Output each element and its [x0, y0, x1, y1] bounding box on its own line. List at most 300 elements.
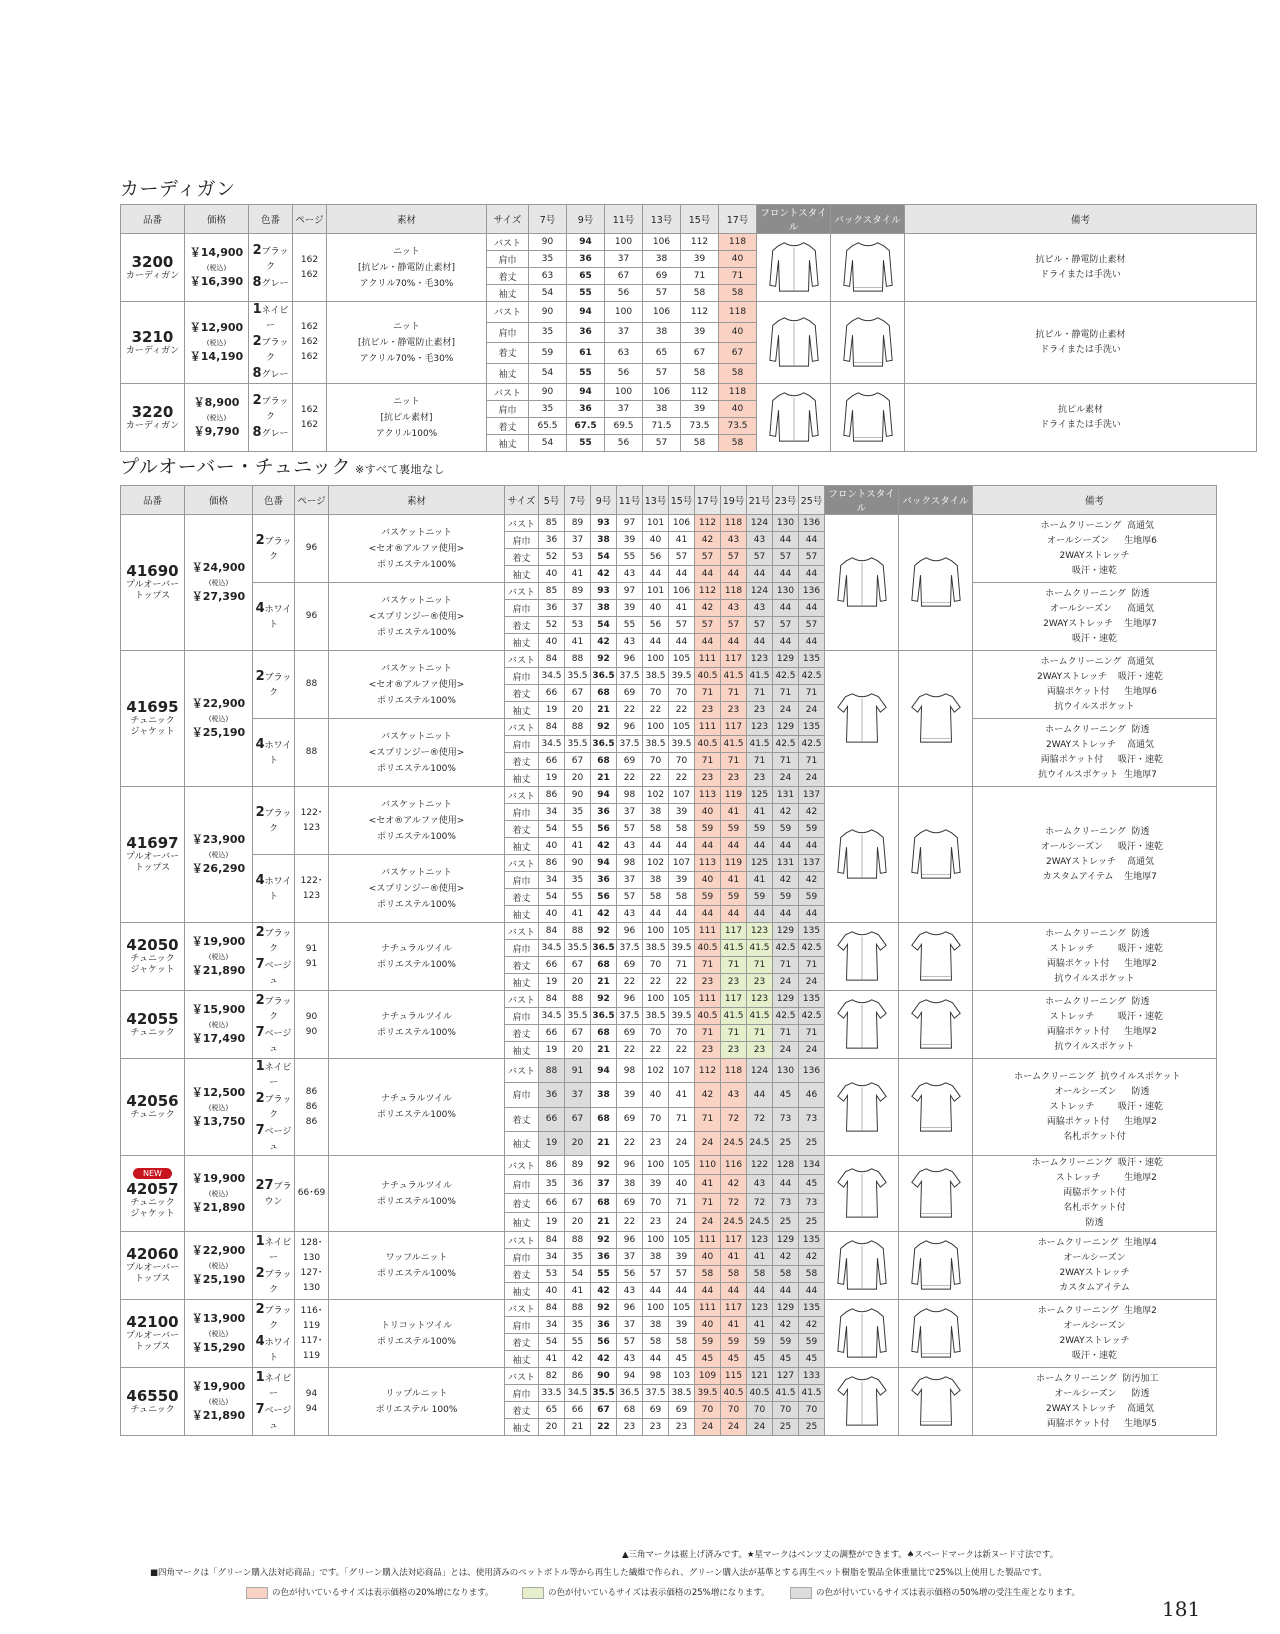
remark-item: 吸汗・速乾 [1071, 633, 1117, 644]
size-value: 72 [721, 1194, 747, 1213]
size-value: 22 [591, 1419, 617, 1436]
remark-line [973, 519, 1216, 534]
remark-line [973, 1304, 1216, 1319]
size-value: 41.5 [721, 668, 747, 685]
tax-label: (税込) [208, 1190, 229, 1198]
color-name: ブラック [264, 996, 292, 1022]
size-value: 109 [695, 1368, 721, 1385]
remark-line [973, 1251, 1216, 1266]
size-value: 135 [799, 991, 825, 1008]
material [327, 384, 487, 452]
size-value: 39 [669, 872, 695, 889]
color-number: 8 [252, 275, 262, 290]
size-value: 58 [643, 889, 669, 906]
size-value: 21 [591, 1042, 617, 1059]
remark-item: 防透 [1131, 1086, 1150, 1097]
size-value: 59 [721, 889, 747, 906]
material [329, 1156, 505, 1232]
material [329, 583, 505, 651]
color-item [249, 334, 292, 366]
size-value: 119 [721, 855, 747, 872]
size-value: 23 [747, 702, 773, 719]
size-value: 41 [747, 872, 773, 889]
catalog-page: 162 [300, 419, 319, 430]
back-style-illustration [831, 384, 905, 452]
size-value: 88 [565, 923, 591, 940]
remark-item: 生地厚2 [1124, 1026, 1157, 1037]
size-value: 44 [799, 838, 825, 855]
size-value: 39.5 [669, 736, 695, 753]
size-value: 59 [721, 821, 747, 838]
size-label: 着丈 [505, 957, 539, 974]
tax-price: ￥25,190 [191, 726, 246, 739]
size-value: 58 [719, 285, 757, 302]
front-garment-icon [833, 1286, 891, 1296]
size-value: 35.5 [565, 940, 591, 957]
size-value: 37 [617, 804, 643, 821]
color-name: ブラック [264, 1305, 292, 1331]
size-value: 36 [591, 872, 617, 889]
size-value: 134 [799, 1156, 825, 1175]
size-value: 44 [721, 906, 747, 923]
size-value: 71 [669, 1194, 695, 1213]
size-value: 73.5 [681, 418, 719, 435]
price-with-tax [185, 260, 248, 289]
catalog-page: 162 [300, 269, 319, 280]
size-value: 130 [773, 1059, 799, 1083]
table-header-row [121, 486, 1217, 515]
size-value: 118 [721, 515, 747, 532]
size-label: 袖丈 [487, 363, 529, 384]
size-value: 39 [681, 322, 719, 343]
size-value: 40 [539, 1283, 565, 1300]
size-value: 41.5 [721, 940, 747, 957]
size-value: 56 [643, 549, 669, 566]
material [327, 234, 487, 302]
price-with-tax [185, 410, 248, 439]
size-value: 45 [799, 1351, 825, 1368]
catalog-page: 162 [300, 352, 319, 362]
material-line: アクリル70%・毛30% [359, 278, 454, 289]
size-value: 105 [669, 1232, 695, 1249]
size-value: 111 [695, 991, 721, 1008]
price-cell [185, 1368, 253, 1436]
catalog-page-list [293, 234, 327, 302]
remarks [973, 1059, 1217, 1156]
size-value: 44 [773, 532, 799, 549]
material-line: ポリエステル 100% [375, 1404, 458, 1415]
color-list [253, 787, 295, 855]
catalog-page-list [295, 719, 329, 787]
front-garment-icon [765, 363, 823, 373]
catalog-page-list [293, 384, 327, 452]
size-value: 41 [747, 1249, 773, 1266]
size-value: 37 [617, 1249, 643, 1266]
size-value: 105 [669, 651, 695, 668]
legend-gray: の色が付いているサイズは表示価格の50%増の受注生産となります。 [790, 1586, 1080, 1599]
size-value: 22 [669, 770, 695, 787]
color-number: 1 [255, 1233, 265, 1249]
size-value: 41 [669, 600, 695, 617]
color-number: 4 [255, 872, 265, 888]
size-value: 119 [721, 787, 747, 804]
remarks [973, 651, 1217, 719]
size-value: 112 [681, 302, 719, 323]
size-value: 42 [721, 1175, 747, 1194]
size-value: 44 [669, 906, 695, 923]
size-value: 71 [799, 957, 825, 974]
size-value: 25 [773, 1419, 799, 1436]
column-header: 色番 [253, 486, 295, 515]
remark-item: 生地厚2 [1124, 1305, 1157, 1316]
size-value: 67 [565, 753, 591, 770]
size-value: 117 [721, 719, 747, 736]
size-value: 24 [799, 702, 825, 719]
product-code-cell [121, 302, 185, 384]
size-value: 124 [747, 515, 773, 532]
remark-item: ストレッチ [1055, 1173, 1101, 1183]
size-value: 44 [773, 838, 799, 855]
remark-item: 両脇ポケット付 [1046, 686, 1110, 697]
size-value: 91 [565, 1059, 591, 1083]
material-line: ポリエステル100% [377, 1336, 456, 1347]
remark-item: ホームクリーニング [1037, 1237, 1119, 1248]
color-item [253, 873, 294, 905]
size-value: 68 [591, 685, 617, 702]
size-value: 45 [747, 1351, 773, 1368]
size-value: 44 [799, 532, 825, 549]
size-label: 袖丈 [505, 906, 539, 923]
size-value: 69 [643, 1402, 669, 1419]
front-style-illustration [825, 991, 899, 1059]
size-value: 44 [695, 634, 721, 651]
remark-item: ホームクリーニング [1045, 996, 1126, 1007]
remark-line [973, 825, 1216, 840]
size-value: 33.5 [539, 1385, 565, 1402]
size-value: 45 [799, 1175, 825, 1194]
catalog-page-list [295, 1059, 329, 1156]
material-line: <セオ®アルファ使用> [368, 543, 465, 554]
size-value: 45 [669, 1351, 695, 1368]
remark-line [973, 685, 1216, 700]
size-row [121, 651, 1217, 668]
remark-line [973, 1115, 1216, 1130]
size-value: 98 [617, 787, 643, 804]
remarks [905, 234, 1257, 302]
catalog-page: 162 [300, 337, 319, 347]
size-value: 34 [539, 1249, 565, 1266]
size-value: 85 [539, 515, 565, 532]
size-label: バスト [505, 855, 539, 872]
size-value: 59 [773, 821, 799, 838]
size-value: 71 [747, 957, 773, 974]
catalog-page: 128･130 [300, 1237, 323, 1263]
size-value: 40 [539, 634, 565, 651]
size-value: 42 [695, 532, 721, 549]
remark-line [973, 972, 1216, 987]
size-value: 59 [799, 889, 825, 906]
size-label: バスト [505, 923, 539, 940]
price: ￥23,900 [191, 833, 246, 846]
color-number: 7 [255, 956, 265, 972]
size-value: 121 [747, 1368, 773, 1385]
size-value: 41.5 [721, 736, 747, 753]
size-value: 23 [695, 1042, 721, 1059]
price-cell [185, 515, 253, 651]
size-value: 39 [681, 251, 719, 268]
front-garment-icon [833, 875, 891, 885]
size-value: 85 [539, 583, 565, 600]
size-value: 42 [695, 1083, 721, 1107]
size-value: 82 [539, 1368, 565, 1385]
size-value: 38 [591, 532, 617, 549]
catalog-page: 162 [300, 404, 319, 415]
color-item [253, 533, 294, 565]
remark-item: オールシーズン [1047, 535, 1110, 546]
front-garment-icon [833, 1214, 891, 1224]
size-value: 36.5 [591, 940, 617, 957]
remark-item: 防透 [1131, 826, 1150, 837]
size-value: 136 [799, 583, 825, 600]
material-line: ポリエステル100% [377, 1027, 456, 1038]
size-label: 袖丈 [505, 1351, 539, 1368]
size-value: 71 [721, 685, 747, 702]
size-value: 40.5 [695, 668, 721, 685]
size-value: 25 [799, 1131, 825, 1155]
size-value: 57 [643, 285, 681, 302]
remark-item: 両脇ポケット付 [1063, 1188, 1126, 1198]
product-code: 46550 [126, 1386, 179, 1405]
size-value: 46 [799, 1083, 825, 1107]
product-code: 42100 [126, 1313, 179, 1331]
product-code: 3210 [131, 327, 174, 346]
size-value: 65.5 [529, 418, 567, 435]
color-name: グレー [261, 370, 289, 380]
color-item [249, 275, 292, 292]
remark-line [973, 855, 1216, 870]
size-value: 70 [643, 1194, 669, 1213]
size-value: 59 [773, 889, 799, 906]
remark-item: ホームクリーニング [1045, 826, 1126, 837]
price-with-tax [185, 575, 252, 604]
size-value: 57 [799, 549, 825, 566]
product-code: 41697 [126, 834, 179, 852]
color-number: 2 [252, 393, 262, 408]
color-list [253, 651, 295, 719]
column-header: 19号 [721, 486, 747, 515]
back-style-illustration [899, 787, 973, 923]
size-value: 69 [617, 1194, 643, 1213]
color-list [253, 719, 295, 787]
remark-line [973, 587, 1216, 602]
size-label: 肩巾 [505, 1317, 539, 1334]
size-value: 37.5 [617, 1008, 643, 1025]
size-value: 66 [539, 957, 565, 974]
size-value: 67 [565, 1194, 591, 1213]
size-value: 22 [669, 1042, 695, 1059]
size-label: バスト [505, 787, 539, 804]
size-value: 36 [567, 401, 605, 418]
size-value: 20 [565, 1042, 591, 1059]
size-value: 106 [669, 515, 695, 532]
size-value: 42 [799, 804, 825, 821]
remark-item: 生地厚2 [1124, 1173, 1157, 1183]
size-value: 96 [617, 1232, 643, 1249]
material-line: <スプリンジー®使用> [368, 747, 465, 758]
size-value: 44 [643, 566, 669, 583]
front-style-illustration [757, 384, 831, 452]
material [329, 515, 505, 583]
remark-item: 2WAYストレッチ [1045, 856, 1116, 867]
size-value: 40 [719, 322, 757, 343]
size-value: 44 [747, 838, 773, 855]
material-line: ポリエステル100% [377, 1110, 456, 1120]
size-value: 70 [721, 1402, 747, 1419]
size-label: 袖丈 [505, 566, 539, 583]
size-row [121, 1300, 1217, 1317]
size-value: 42.5 [773, 668, 799, 685]
size-value: 92 [591, 991, 617, 1008]
size-value: 59 [695, 821, 721, 838]
size-value: 71 [695, 753, 721, 770]
size-value: 36 [567, 251, 605, 268]
remark-item: ホームクリーニング [1037, 1305, 1119, 1316]
size-value: 44 [773, 634, 799, 651]
remark-item: 吸汗・速乾 [1071, 565, 1117, 576]
front-style-illustration [825, 1232, 899, 1300]
catalog-page: 86 [305, 1086, 318, 1097]
remarks [905, 302, 1257, 384]
front-style-illustration [825, 787, 899, 923]
remark-item: 抗ウイルスポケット [1038, 769, 1119, 780]
size-value: 37 [565, 1083, 591, 1107]
product-code-cell [121, 515, 185, 651]
column-header: 価格 [185, 486, 253, 515]
size-label: バスト [505, 1156, 539, 1175]
product-category: ジャケット [130, 727, 175, 737]
product-category: トップス [134, 591, 171, 601]
material-line: [抗ピル・静電防止素材] [357, 262, 456, 273]
size-value: 90 [565, 787, 591, 804]
remark-item: 両脇ポケット付 [1046, 1418, 1110, 1429]
remark-item: 抗ウイルスポケット [1100, 1071, 1181, 1082]
catalog-page: 90 [305, 1026, 318, 1037]
material [329, 923, 505, 991]
catalog-page: 91 [305, 943, 318, 954]
size-label: 肩巾 [505, 940, 539, 957]
size-value: 34 [539, 872, 565, 889]
front-garment-icon [833, 1045, 891, 1055]
material [329, 1059, 505, 1156]
remark-line [973, 995, 1216, 1010]
size-value: 44 [799, 1283, 825, 1300]
size-value: 38 [643, 872, 669, 889]
material [329, 787, 505, 855]
size-value: 57 [721, 549, 747, 566]
product-code-cell [121, 1232, 185, 1300]
remark-item: 吸汗・速乾 [1117, 1101, 1163, 1112]
size-value: 19 [539, 1131, 565, 1155]
size-label: 着丈 [487, 268, 529, 285]
front-garment-icon [833, 739, 891, 749]
size-value: 35 [565, 1317, 591, 1334]
size-label: 袖丈 [505, 974, 539, 991]
color-item [253, 669, 294, 701]
size-value: 41 [565, 1283, 591, 1300]
size-value: 24 [799, 974, 825, 991]
product-category: プルオーバー [125, 1331, 180, 1341]
size-label: バスト [487, 384, 529, 401]
price-cell [185, 923, 253, 991]
tax-label: (税込) [206, 264, 227, 272]
remark-line [973, 1334, 1216, 1349]
column-header: 素材 [329, 486, 505, 515]
remark-line [973, 602, 1216, 617]
remarks [973, 923, 1217, 991]
tax-label: (税込) [208, 1330, 229, 1338]
size-label: 肩巾 [505, 1385, 539, 1402]
size-value: 96 [617, 1300, 643, 1317]
color-number: 2 [255, 1091, 265, 1106]
size-value: 35.5 [565, 1008, 591, 1025]
size-value: 68 [591, 753, 617, 770]
size-value: 23 [747, 770, 773, 787]
new-badge: NEW [133, 1168, 172, 1179]
size-value: 40.5 [747, 1385, 773, 1402]
price-with-tax [185, 1100, 252, 1129]
catalog-page-list [295, 1232, 329, 1300]
price-cell [185, 384, 249, 452]
size-value: 38 [643, 1317, 669, 1334]
size-value: 55 [567, 285, 605, 302]
remark-line [973, 738, 1216, 753]
back-style-illustration [899, 1300, 973, 1368]
column-header: 備考 [973, 486, 1217, 515]
size-value: 86 [539, 1156, 565, 1175]
size-row [121, 787, 1217, 804]
size-value: 23 [747, 974, 773, 991]
column-header: 素材 [327, 205, 487, 234]
size-value: 39 [669, 1249, 695, 1266]
size-value: 37.5 [617, 668, 643, 685]
color-item [253, 993, 294, 1025]
size-value: 59 [721, 1334, 747, 1351]
size-label: 袖丈 [505, 1213, 539, 1232]
size-value: 71 [695, 957, 721, 974]
remark-item: ホームクリーニング [1045, 588, 1126, 599]
size-value: 24 [773, 1042, 799, 1059]
catalog-page: 66･69 [297, 1188, 326, 1198]
color-number: 7 [255, 1123, 265, 1138]
price: ￥22,900 [191, 697, 246, 710]
material-line: バスケットニット [381, 731, 452, 742]
remark-item: ホームクリーニング [1014, 1071, 1095, 1082]
product-category: チュニック [130, 1404, 175, 1415]
size-value: 129 [773, 923, 799, 940]
column-header: 15号 [681, 205, 719, 234]
size-value: 123 [747, 923, 773, 940]
size-value: 67 [565, 685, 591, 702]
size-value: 20 [565, 770, 591, 787]
product-category: チュニック [130, 716, 175, 726]
size-value: 100 [605, 384, 643, 401]
size-value: 103 [669, 1368, 695, 1385]
color-name: ブラック [264, 1095, 292, 1120]
material-line: <セオ®アルファ使用> [368, 679, 465, 690]
color-number: 2 [255, 804, 265, 820]
size-value: 58 [719, 363, 757, 384]
size-value: 23 [721, 974, 747, 991]
